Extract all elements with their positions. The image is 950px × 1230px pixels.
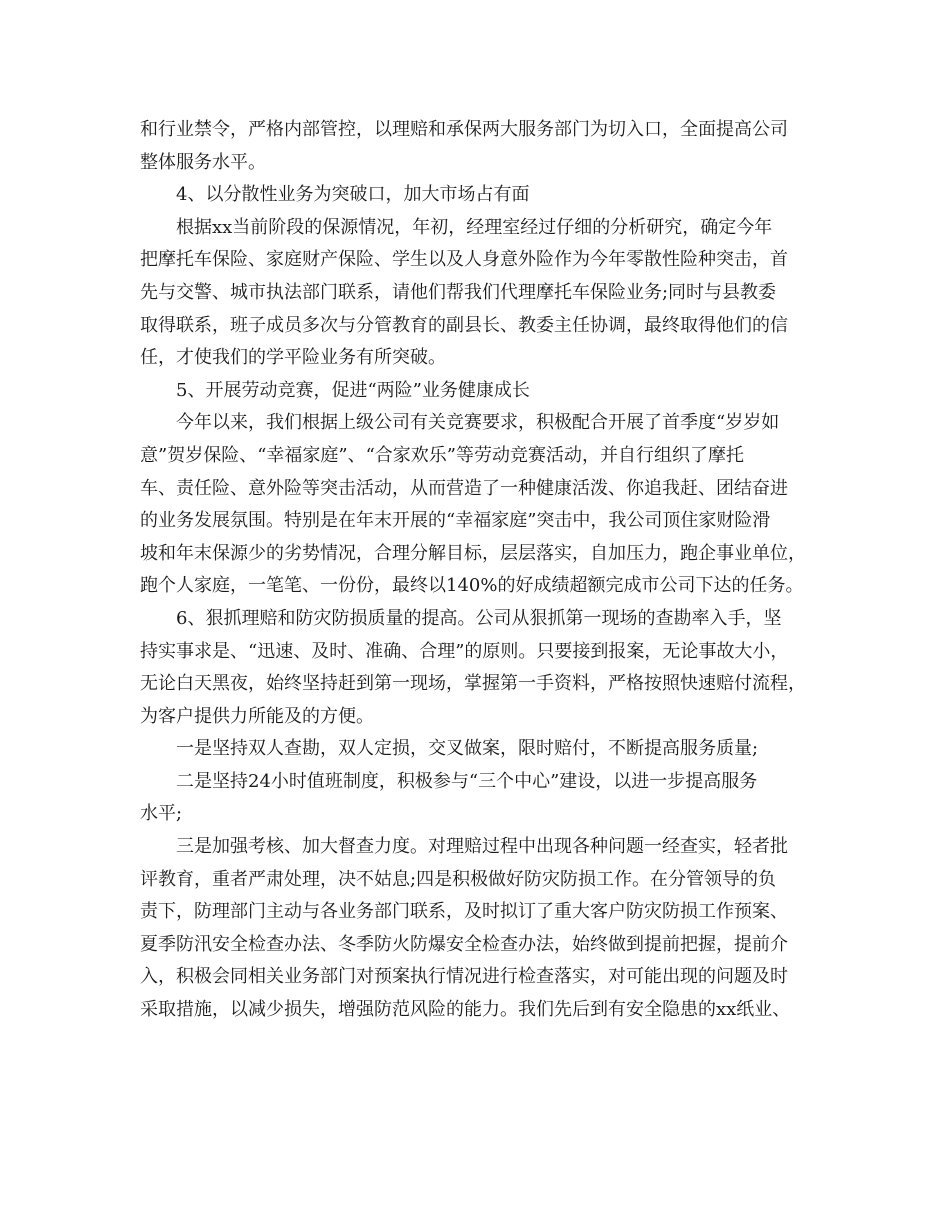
text-line: 车、责任险、意外险等突击活动，从而营造了一种健康活泼、你追我赶、团结奋进 [140, 477, 788, 499]
text-line: 4、以分散性业务为突破口，加大市场占有面 [176, 184, 530, 206]
text-line: 和行业禁令，严格内部管控，以理赔和承保两大服务部门为切入口，全面提高公司 [140, 119, 788, 140]
text-line: 坡和年末保源少的劣势情况，合理分解目标，层层落实，自加压力，跑企事业单位， [140, 542, 806, 564]
text-line: 评教育，重者严肃处理，决不姑息;四是积极做好防灾防损工作。在分管领导的负 [140, 868, 777, 890]
text-line: 持实事求是、“迅速、及时、准确、合理”的原则。只要接到报案，无论事故大小， [140, 640, 789, 662]
text-line: 责下，防理部门主动与各业务部门联系，及时拟订了重大客户防灾防损工作预案、 [140, 901, 788, 923]
text-line: 任，才使我们的学平险业务有所突破。 [140, 347, 446, 369]
text-line: 跑个人家庭，一笔笔、一份份，最终以140%的好成绩超额完成市公司下达的任务。 [140, 575, 804, 597]
document-body [140, 114, 812, 1027]
text-line: 的业务发展氛围。特别是在年末开展的“幸福家庭”突击中，我公司顶住家财险滑 [140, 510, 771, 532]
text-line: 整体服务水平。 [140, 151, 266, 173]
text-line: 先与交警、城市执法部门联系，请他们帮我们代理摩托车保险业务;同时与县教委 [140, 281, 777, 303]
text-line: 无论白天黑夜，始终坚持赶到第一现场，掌握第一手资料，严格按照快速赔付流程， [140, 673, 806, 695]
text-line: 6、狠抓理赔和防灾防损质量的提高。公司从狠抓第一现场的查勘率入手，坚 [176, 607, 782, 629]
text-line: 5、开展劳动竞赛，促进“两险”业务健康成长 [176, 379, 530, 401]
text-line: 意”贺岁保险、“幸福家庭”、“合家欢乐”等劳动竞赛活动，并自行组织了摩托 [140, 444, 745, 466]
text-line: 采取措施，以减少损失，增强防范风险的能力。我们先后到有安全隐患的xx纸业、 [140, 999, 791, 1021]
text-line: 把摩托车保险、家庭财产保险、学生以及人身意外险作为今年零散性险种突击，首 [140, 249, 788, 271]
text-line: 水平; [140, 803, 183, 825]
text-line: 为客户提供力所能及的方便。 [140, 705, 374, 727]
text-line: 取得联系，班子成员多次与分管教育的副县长、教委主任协调，最终取得他们的信 [140, 314, 788, 336]
text-line: 夏季防汛安全检查办法、冬季防火防爆安全检查办法，始终做到提前把握，提前介 [140, 933, 788, 955]
text-line: 一是坚持双人查勘，双人定损，交叉做案，限时赔付，不断提高服务质量; [176, 738, 759, 760]
text-line: 入，积极会同相关业务部门对预案执行情况进行检查落实，对可能出现的问题及时 [140, 966, 788, 988]
text-line: 今年以来，我们根据上级公司有关竞赛要求，积极配合开展了首季度“岁岁如 [176, 412, 780, 434]
text-line: 三是加强考核、加大督查力度。对理赔过程中出现各种问题一经查实，轻者批 [176, 836, 788, 858]
text-line: 二是坚持24小时值班制度，积极参与“三个中心”建设，以进一步提高服务 [176, 770, 758, 792]
text-line: 根据xx当前阶段的保源情况，年初，经理室经过仔细的分析研究，确定今年 [176, 216, 773, 238]
